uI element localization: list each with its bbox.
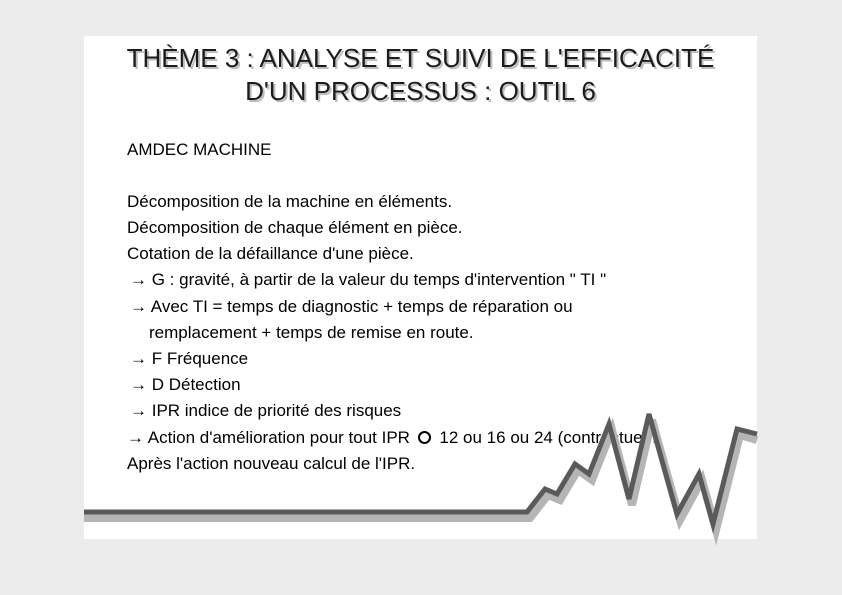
text-line-1: Décomposition de la machine en éléments. [127,192,453,211]
text-line-ti-cont: remplacement + temps de remise en route. [149,323,474,342]
text-line-action-start: → Action d'amélioration pour tout IPR [127,428,410,447]
text-line-ti: → Avec TI = temps de diagnostic + temps de réparation ou [130,297,573,316]
text-line-detection: → D Détection [130,375,241,394]
text-line-apres: Après l'action nouveau calcul de l'IPR. [127,454,416,473]
text-line-frequence: → F Fréquence [130,349,249,368]
text-line-3: Cotation de la défaillance d'une pièce. [127,244,414,263]
text-line-ipr: → IPR indice de priorité des risques [130,401,402,420]
heartbeat-line [84,414,757,524]
title-line-2: D'UN PROCESSUS : OUTIL 6 [245,76,596,106]
title-line-1: THÈME 3 : ANALYSE ET SUIVI DE L'EFFICACITÉ [126,43,715,73]
text-line-action-end: 12 ou 16 ou 24 (contractuel). [439,428,657,447]
text-line-2: Décomposition de chaque élément en pièce. [127,218,463,237]
text-line-gravity: → G : gravité, à partir de la valeur du temps d'intervention " TI " [130,270,607,289]
subtitle: AMDEC MACHINE [127,140,272,159]
